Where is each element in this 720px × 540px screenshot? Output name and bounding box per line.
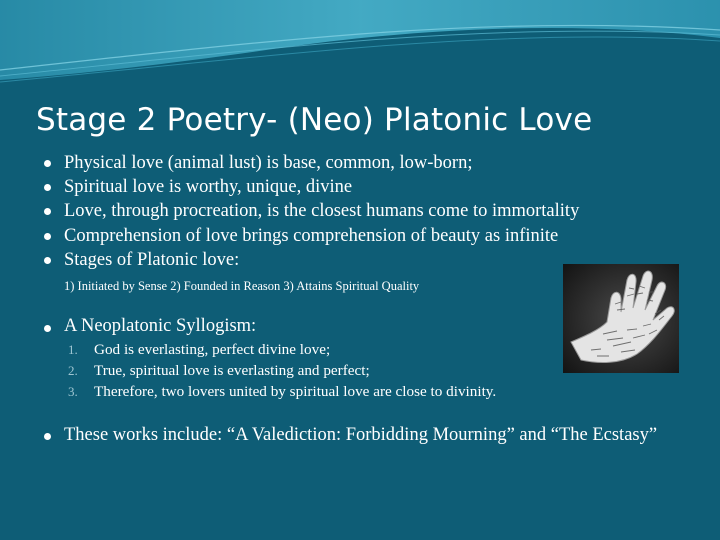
syllogism-text: God is everlasting, perfect divine love;	[94, 341, 331, 358]
main-bullet-list	[44, 151, 704, 272]
bullet-text: Comprehension of love brings comprehension of beauty as infinite	[64, 225, 559, 246]
hand-photo-icon	[563, 264, 679, 373]
bullet-dot-icon	[44, 184, 51, 191]
syllogism-item	[68, 339, 496, 360]
syllogism-text: Therefore, two lovers united by spiritual love are close to divinity.	[94, 383, 497, 400]
bullet-dot-icon	[44, 233, 51, 240]
syllogism-item	[68, 360, 496, 381]
syllogism-bullet	[44, 316, 256, 337]
slide-title: Stage 2 Poetry- (Neo) Platonic Love	[36, 102, 593, 138]
bullet-dot-icon	[44, 160, 51, 167]
bullet-dot-icon	[44, 325, 51, 332]
syllogism-number: 2.	[68, 363, 78, 378]
bullet-text: Love, through procreation, is the closest humans come to immortality	[64, 201, 580, 222]
bullet-dot-icon	[44, 257, 51, 264]
bullet-item	[44, 151, 704, 175]
syllogism-number: 3.	[68, 384, 78, 399]
bullet-text: Spiritual love is worthy, unique, divine	[64, 177, 353, 198]
bullet-item	[44, 224, 704, 248]
syllogism-text: True, spiritual love is everlasting and perfect;	[94, 362, 370, 379]
bullet-text: Physical love (animal lust) is base, common, low-born;	[64, 153, 473, 173]
syllogism-item	[68, 381, 496, 402]
bullet-dot-icon	[44, 433, 51, 440]
works-text: These works include: “A Valediction: Forbidding Mourning” and “The Ecstasy”	[64, 425, 658, 445]
bullet-text: Stages of Platonic love:	[64, 249, 240, 270]
platonic-stages-text: 1) Initiated by Sense 2) Founded in Reason 3) Attains Spiritual Quality	[64, 279, 420, 293]
header-wave-decoration	[0, 0, 720, 110]
bullet-dot-icon	[44, 208, 51, 215]
syllogism-heading: A Neoplatonic Syllogism:	[64, 316, 257, 336]
bullet-item	[44, 199, 704, 223]
syllogism-number: 1.	[68, 342, 78, 357]
bullet-item	[44, 175, 704, 199]
works-bullet	[44, 425, 704, 446]
syllogism-numbered-list	[68, 339, 496, 402]
hand-with-handwritten-words-photo	[563, 264, 679, 373]
